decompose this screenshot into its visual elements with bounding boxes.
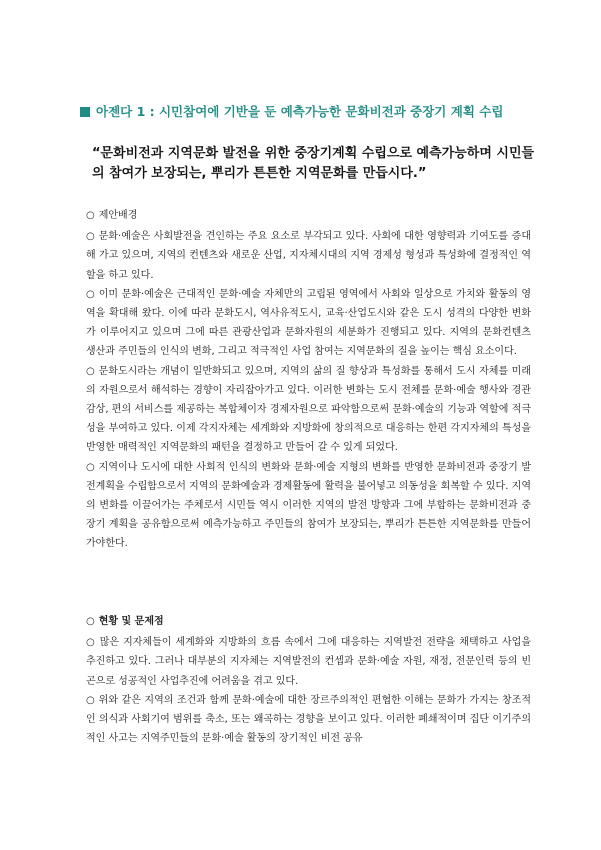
paragraph: ○ 이미 문화·예술은 근대적인 문화·예술 자체만의 고립된 영역에서 사회와 일상으로 가치와 활동의 영역을 확대해 왔다. 이에 따라 문화도시, 역사유적도시, 교육·산업도시와 같은 도시 성격의 다양한 변화가 이루어지고 있으며 그에 따른 관광산업과 문화자원의 세분화가 진행되고 있다. 지역의 문화컨텐츠 생산과 주민들의 인식의 변화, 그리고 적극적인 사업 참여는 지역문화의 질을 높이는 핵심 요소이다.: [86, 288, 531, 358]
paragraph: ○ 지역이나 도시에 대한 사회적 인식의 변화와 문화·예술 지형의 변화를 반영한 문화비전과 중장기 발전계획을 수립함으로서 지역의 문화예술과 경제활동에 활력을 불어넣고 의동성을 회복할 수 있다. 지역의 변화를 이끌어가는 주체로서 시민들 역시 이러한 지역의 발전 방향과 그에 부합하는 문화비전과 중장기 계획을 공유함으로써 예측가능하고 주민들의 참여가 보장되는, 뿌리가 튼튼한 지역문화를 만들어 가야한다.: [86, 461, 531, 550]
square-bullet-icon: [80, 107, 90, 117]
background-section: [86, 206, 531, 554]
heading-bullet: ○: [86, 616, 95, 627]
section-heading-text: 제안배경: [98, 210, 138, 221]
paragraph: ○ 문화도시라는 개념이 일반화되고 있으며, 지역의 삶의 질 향상과 특성화를 통해서 도시 자체를 미래의 자원으로서 해석하는 경향이 자리잡아가고 있다. 이러한 변화는 도시 전체를 문화·예술 행사와 경관 감상, 편의 서비스를 제공하는 복합체이자 경제자원으로 파악함으로써 문화·예술의 기능과 역할에 적극성을 부여하고 있다. 이제 각지자체는 세계화와 지방화에 창의적으로 대응하는 한편 각지자체의 특성을 반영한 매력적인 지역문화의 패턴을 결정하고 만들어 갈 수 있게 되었다.: [86, 365, 531, 454]
section-heading: [86, 612, 531, 631]
section-heading: [86, 206, 531, 225]
agenda-quote: “문화비전과 지역문화 발전을 위한 중장기계획 수립으로 예측가능하며 시민들의 참여가 보장되는, 뿌리가 튼튼한 지역문화를 만듭시다.”: [92, 146, 535, 181]
heading-bullet: ○: [86, 210, 95, 221]
section-heading-text: 현황 및 문제점: [98, 616, 164, 627]
paragraph: ○ 많은 지자체들이 세계화와 지방화의 흐름 속에서 그에 대응하는 지역발전 전략을 채택하고 사업을 추진하고 있다. 그러나 대부분의 지자체는 지역발전의 컨셉과 문화·예술 자원, 재정, 전문인력 등의 빈곤으로 성공적인 사업추진에 어려움을 겪고 있다.: [86, 637, 531, 687]
paragraph: ○ 문화·예술은 사회발전을 견인하는 주요 요소로 부각되고 있다. 사회에 대한 영향력과 기여도를 증대해 가고 있으며, 지역의 컨텐츠와 새로운 산업, 지자체시대의 지역 경제성 형성과 특성화에 결정적인 역할을 하고 있다.: [86, 231, 531, 281]
agenda-title-text: 아젠다 1 : 시민참여에 기반을 둔 예측가능한 문화비전과 중장기 계획 수립: [96, 104, 504, 119]
paragraph: ○ 위와 같은 지역의 조건과 함께 문화·예술에 대한 장르주의적인 편협한 이해는 문화가 가지는 창조적인 의식과 사회기여 범위를 축소, 또는 왜곡하는 경향을 보이고 있다. 이러한 폐쇄적이며 집단 이기주의적인 사고는 지역주민들의 문화·예술 활동의 장기적인 비전 공유: [86, 694, 531, 745]
status-section: [86, 612, 531, 748]
agenda-title: [80, 100, 540, 124]
